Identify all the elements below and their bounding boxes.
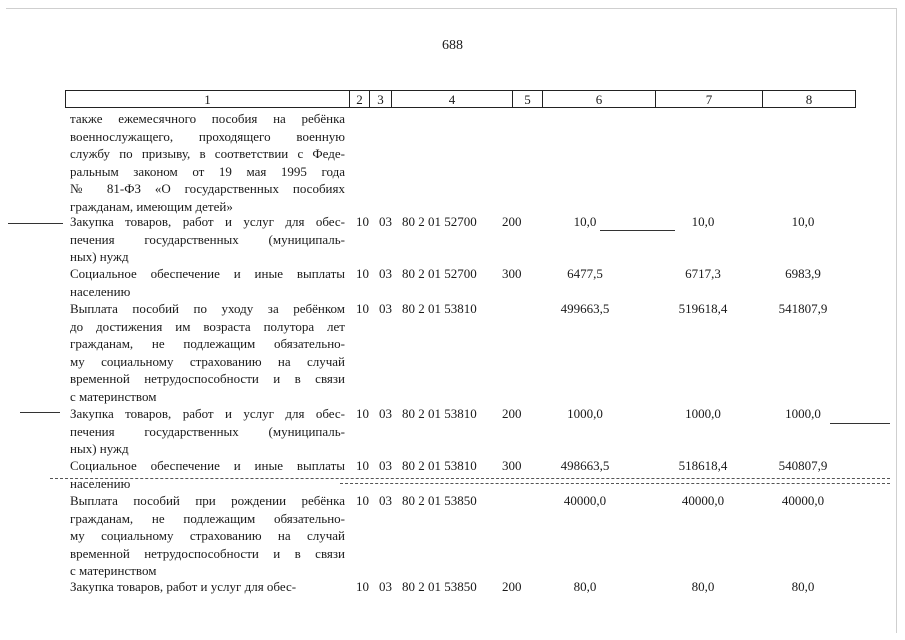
description-line: временной нетрудоспособности и в связи (70, 545, 345, 561)
description-line: Закупка товаров, работ и услуг для обес- (70, 214, 345, 229)
row-description (70, 213, 345, 266)
description-line: гражданам, не подлежащим обязательно- (70, 336, 345, 351)
cell-c2: 10 (356, 579, 369, 594)
header-col-4: 4 (392, 91, 513, 107)
cell-c5: 200 (502, 214, 522, 229)
cell-c8: 541807,9 (778, 301, 828, 316)
cell-c6: 499663,5 (560, 301, 610, 316)
cell-c6: 10,0 (573, 214, 597, 229)
cell-c7: 518618,4 (678, 458, 728, 473)
cell-c5: 300 (502, 266, 522, 281)
scan-mark (8, 223, 63, 224)
row-description (70, 405, 345, 458)
cell-c7: 519618,4 (678, 301, 728, 316)
cell-c2: 10 (356, 301, 369, 316)
description-line: временной нетрудоспособности и в связи (70, 371, 345, 386)
header-col-5: 5 (513, 91, 543, 107)
description-line: гражданам, не подлежащим обязательно- (70, 510, 345, 526)
description-line: военнослужащего, проходящего военную (70, 128, 345, 144)
cell-c4: 80 2 01 53810 (402, 301, 477, 316)
row-description (70, 492, 345, 580)
cell-c6: 40000,0 (563, 493, 607, 508)
cell-c2: 10 (356, 493, 369, 508)
cell-c3: 03 (379, 406, 392, 421)
description-line: населению (70, 283, 131, 299)
header-col-1: 1 (66, 91, 350, 107)
cell-c4: 80 2 01 53810 (402, 406, 477, 421)
row-description (70, 457, 345, 492)
cell-c6: 498663,5 (560, 458, 610, 473)
cell-c3: 03 (379, 579, 392, 594)
cell-c2: 10 (356, 458, 369, 473)
cell-c4: 80 2 01 52700 (402, 214, 477, 229)
cell-c3: 03 (379, 458, 392, 473)
header-col-2: 2 (350, 91, 370, 107)
cell-c2: 10 (356, 214, 369, 229)
cell-c5: 300 (502, 458, 522, 473)
cell-c8: 40000,0 (781, 493, 825, 508)
cell-c6: 1000,0 (567, 406, 603, 421)
description-line: печения государственных (муниципаль- (70, 231, 345, 247)
row-description (70, 578, 345, 596)
description-line: му социальному страхованию на случай (70, 353, 345, 369)
cell-c8: 540807,9 (778, 458, 828, 473)
cell-c8: 1000,0 (785, 406, 821, 421)
scan-mark (600, 230, 675, 231)
page-number: 688 (442, 38, 463, 53)
description-line: также ежемесячного пособия на ребёнка (70, 111, 345, 126)
cell-c5: 200 (502, 406, 522, 421)
header-col-6: 6 (543, 91, 656, 107)
cell-c8: 80,0 (791, 579, 815, 594)
row-description (70, 265, 345, 300)
header-col-7: 7 (656, 91, 763, 107)
description-line: службу по призыву, в соответствии с Феде- (70, 146, 345, 161)
row-description (70, 300, 345, 405)
description-line: с материнством (70, 563, 157, 578)
scan-mark (20, 412, 60, 413)
description-line: Выплата пособий по уходу за ребёнком (70, 301, 345, 316)
description-line: Социальное обеспечение и иные выплаты (70, 458, 345, 473)
cell-c3: 03 (379, 266, 392, 281)
cell-c7: 10,0 (691, 214, 715, 229)
cell-c5: 200 (502, 579, 522, 594)
header-col-8: 8 (805, 92, 813, 107)
scan-mark (50, 478, 890, 479)
cell-c2: 10 (356, 266, 369, 281)
description-line: ных) нужд (70, 441, 129, 456)
cell-c7: 1000,0 (685, 406, 721, 421)
description-line: населению (70, 475, 131, 491)
cell-c4: 80 2 01 52700 (402, 266, 477, 281)
table-header-row (65, 90, 856, 108)
description-line: Закупка товаров, работ и услуг для обес- (70, 406, 345, 421)
description-line: Выплата пособий при рождении ребёнка (70, 493, 345, 508)
cell-c6: 6477,5 (567, 266, 603, 281)
cell-c8: 10,0 (791, 214, 815, 229)
description-line: печения государственных (муниципаль- (70, 423, 345, 439)
description-line: Закупка товаров, работ и услуг для обес- (70, 579, 297, 594)
cell-c3: 03 (379, 493, 392, 508)
cell-c2: 10 (356, 406, 369, 421)
cell-c7: 6717,3 (685, 266, 721, 281)
description-line: му социальному страхованию на случай (70, 528, 345, 543)
description-line: до достижения им возраста полутора лет (70, 318, 345, 334)
cell-c8: 6983,9 (785, 266, 821, 281)
cell-c7: 80,0 (691, 579, 715, 594)
scan-mark (830, 423, 890, 424)
description-line: ральным законом от 19 мая 1995 года (70, 163, 345, 179)
description-line: ных) нужд (70, 249, 129, 264)
cell-c3: 03 (379, 214, 392, 229)
header-col-3: 3 (370, 91, 392, 107)
cell-c3: 03 (379, 301, 392, 316)
cell-c4: 80 2 01 53850 (402, 579, 477, 594)
description-line: Социальное обеспечение и иные выплаты (70, 266, 345, 281)
cell-c4: 80 2 01 53850 (402, 493, 477, 508)
cell-c6: 80,0 (573, 579, 597, 594)
description-line: гражданам, имеющим детей» (70, 198, 233, 214)
cell-c7: 40000,0 (681, 493, 725, 508)
description-line: с материнством (70, 388, 157, 404)
description-line: № 81-ФЗ «О государственных пособиях (70, 181, 345, 196)
cell-c4: 80 2 01 53810 (402, 458, 477, 473)
row-description (70, 110, 345, 215)
scan-mark (340, 483, 890, 484)
